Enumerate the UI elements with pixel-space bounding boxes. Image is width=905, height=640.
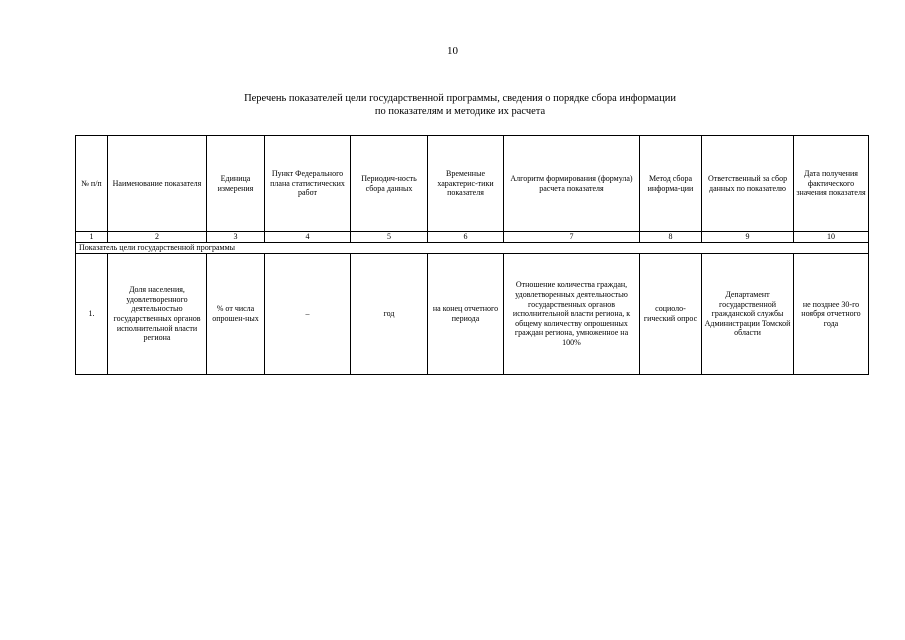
time-characteristics-cell: на конец отчетного периода bbox=[428, 254, 504, 375]
column-number-cell: 8 bbox=[640, 232, 702, 243]
periodicity-cell: год bbox=[351, 254, 428, 375]
header-cell-method: Метод сбора информа-ции bbox=[640, 136, 702, 232]
document-title-line-1: Перечень показателей цели государственной программы, сведения о порядке сбора информации bbox=[244, 93, 676, 104]
column-number-cell: 5 bbox=[351, 232, 428, 243]
document-title-line-2: по показателям и методике их расчета bbox=[374, 106, 546, 117]
header-cell-unit: Единица измерения bbox=[207, 136, 265, 232]
header-cell-periodicity: Периодич-ность сбора данных bbox=[351, 136, 428, 232]
header-cell-date: Дата получения фактического значения показателя bbox=[794, 136, 869, 232]
header-cell-responsible: Ответственный за сбор данных по показателю bbox=[702, 136, 794, 232]
header-cell-algorithm: Алгоритм формирования (формула) расчета показателя bbox=[504, 136, 640, 232]
algorithm-cell: Отношение количества граждан, удовлетворенных деятельностью государственных органов исполнительной власти региона, к общему количеству опрошенных граждан региона, умноженное на 100% bbox=[504, 254, 640, 375]
column-number-cell: 2 bbox=[108, 232, 207, 243]
column-numbers-row bbox=[76, 232, 869, 243]
method-cell: социоло-гический опрос bbox=[640, 254, 702, 375]
indicator-name-cell: Доля населения, удовлетворенного деятельностью государственных органов исполнительной власти региона bbox=[108, 254, 207, 375]
table-header-row bbox=[76, 136, 869, 232]
column-number-cell: 6 bbox=[428, 232, 504, 243]
column-number-cell: 10 bbox=[794, 232, 869, 243]
header-cell-time-characteristics: Временные характерис-тики показателя bbox=[428, 136, 504, 232]
header-cell-plan-item: Пункт Федерального плана статистических работ bbox=[265, 136, 351, 232]
section-row bbox=[76, 243, 869, 254]
table-row bbox=[76, 254, 869, 375]
page-number: 10 bbox=[447, 45, 458, 57]
responsible-cell: Департамент государственной гражданской службы Администрации Томской области bbox=[702, 254, 794, 375]
column-number-cell: 7 bbox=[504, 232, 640, 243]
column-number-cell: 1 bbox=[76, 232, 108, 243]
row-number-cell: 1. bbox=[76, 254, 108, 375]
document-title bbox=[140, 92, 780, 118]
unit-cell: % от числа опрошен-ных bbox=[207, 254, 265, 375]
header-cell-name: Наименование показателя bbox=[108, 136, 207, 232]
indicators-table bbox=[75, 135, 869, 375]
section-title: Показатель цели государственной программы bbox=[76, 243, 869, 254]
column-number-cell: 9 bbox=[702, 232, 794, 243]
plan-item-cell: – bbox=[265, 254, 351, 375]
header-cell-number: № п/п bbox=[76, 136, 108, 232]
column-number-cell: 4 bbox=[265, 232, 351, 243]
column-number-cell: 3 bbox=[207, 232, 265, 243]
date-cell: не позднее 30-го ноября отчетного года bbox=[794, 254, 869, 375]
